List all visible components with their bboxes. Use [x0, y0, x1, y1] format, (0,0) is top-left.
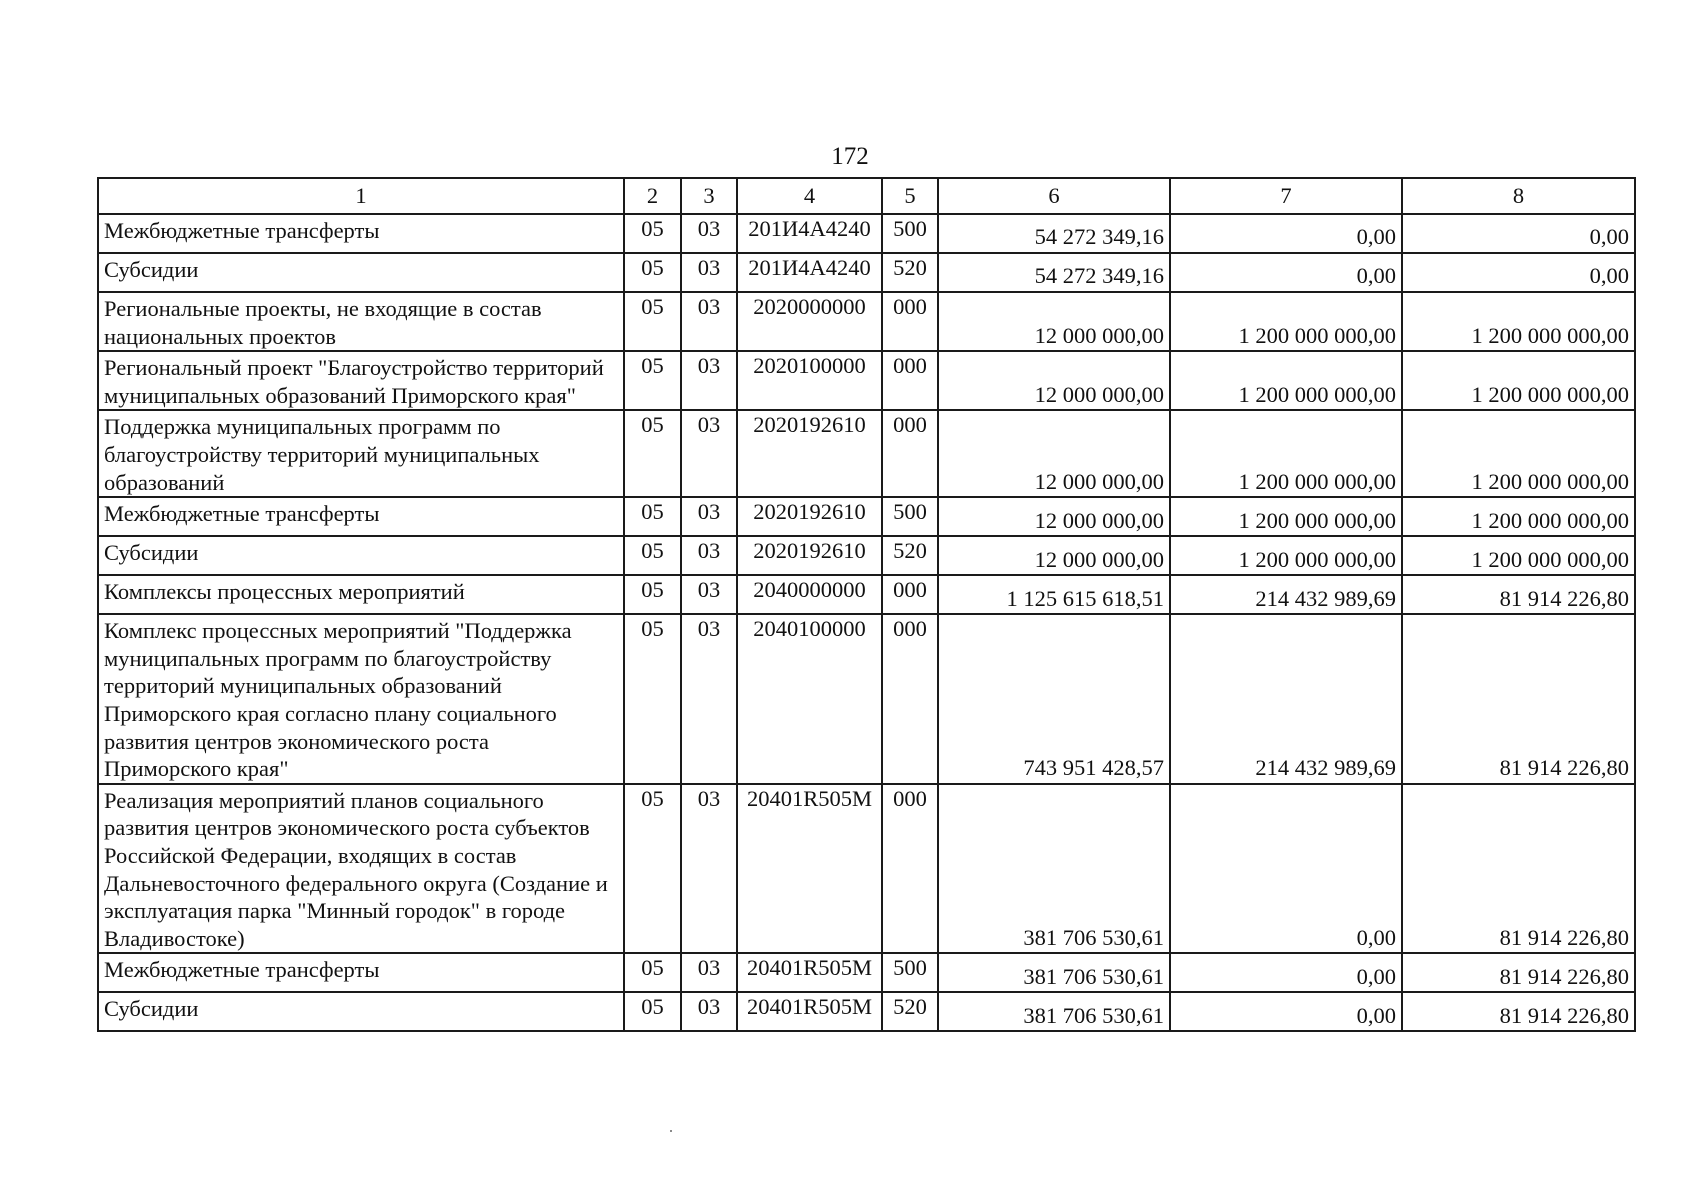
amount-col-8: 1 200 000 000,00 [1402, 351, 1635, 410]
amount-col-7: 1 200 000 000,00 [1170, 351, 1402, 410]
row-name: Межбюджетные трансферты [98, 214, 624, 253]
section-code: 05 [624, 575, 681, 614]
table-row [98, 410, 1635, 497]
target-article-code: 2040100000 [737, 614, 882, 784]
table-row [98, 214, 1635, 253]
row-name: Региональные проекты, не входящие в состав национальных проектов [98, 292, 624, 351]
table-row [98, 292, 1635, 351]
subsection-code: 03 [681, 410, 737, 497]
table-row [98, 253, 1635, 292]
amount-col-8: 1 200 000 000,00 [1402, 536, 1635, 575]
section-code: 05 [624, 536, 681, 575]
subsection-code: 03 [681, 292, 737, 351]
expense-type-code: 500 [882, 497, 938, 536]
expense-type-code: 520 [882, 536, 938, 575]
amount-col-7: 0,00 [1170, 784, 1402, 954]
subsection-code: 03 [681, 253, 737, 292]
amount-col-8: 1 200 000 000,00 [1402, 497, 1635, 536]
amount-col-8: 81 914 226,80 [1402, 614, 1635, 784]
row-name: Реализация мероприятий планов социального развития центров экономического роста субъектов Российской Федерации, входящих в состав Дальневосточного федерального округа (Создание и эксплуатация парка "Минный городок" в городе Владивостоке) [98, 784, 624, 954]
target-article-code: 201И4А4240 [737, 253, 882, 292]
amount-col-6: 54 272 349,16 [938, 214, 1170, 253]
table-row [98, 351, 1635, 410]
page-number: 172 [831, 143, 869, 170]
row-name: Субсидии [98, 253, 624, 292]
expense-type-code: 000 [882, 784, 938, 954]
column-header: 5 [882, 178, 938, 214]
table-row [98, 953, 1635, 992]
amount-col-6: 381 706 530,61 [938, 953, 1170, 992]
amount-col-6: 54 272 349,16 [938, 253, 1170, 292]
section-code: 05 [624, 292, 681, 351]
column-header: 7 [1170, 178, 1402, 214]
expense-type-code: 000 [882, 410, 938, 497]
amount-col-7: 214 432 989,69 [1170, 614, 1402, 784]
amount-col-8: 81 914 226,80 [1402, 575, 1635, 614]
table-row [98, 575, 1635, 614]
subsection-code: 03 [681, 536, 737, 575]
section-code: 05 [624, 953, 681, 992]
amount-col-7: 1 200 000 000,00 [1170, 497, 1402, 536]
amount-col-6: 12 000 000,00 [938, 410, 1170, 497]
amount-col-7: 0,00 [1170, 992, 1402, 1031]
section-code: 05 [624, 351, 681, 410]
expense-type-code: 000 [882, 575, 938, 614]
table-row [98, 536, 1635, 575]
amount-col-6: 381 706 530,61 [938, 784, 1170, 954]
section-code: 05 [624, 992, 681, 1031]
table-header-row [98, 178, 1635, 214]
amount-col-8: 1 200 000 000,00 [1402, 292, 1635, 351]
expense-type-code: 500 [882, 214, 938, 253]
section-code: 05 [624, 784, 681, 954]
target-article-code: 2020100000 [737, 351, 882, 410]
row-name: Комплексы процессных мероприятий [98, 575, 624, 614]
column-header: 4 [737, 178, 882, 214]
column-header: 8 [1402, 178, 1635, 214]
target-article-code: 2020192610 [737, 410, 882, 497]
amount-col-7: 1 200 000 000,00 [1170, 292, 1402, 351]
row-name: Региональный проект "Благоустройство территорий муниципальных образований Приморского края" [98, 351, 624, 410]
row-name: Межбюджетные трансферты [98, 953, 624, 992]
amount-col-7: 0,00 [1170, 253, 1402, 292]
target-article-code: 20401R505M [737, 992, 882, 1031]
subsection-code: 03 [681, 497, 737, 536]
amount-col-7: 1 200 000 000,00 [1170, 410, 1402, 497]
target-article-code: 201И4А4240 [737, 214, 882, 253]
subsection-code: 03 [681, 214, 737, 253]
expense-type-code: 520 [882, 992, 938, 1031]
column-header: 1 [98, 178, 624, 214]
amount-col-6: 1 125 615 618,51 [938, 575, 1170, 614]
amount-col-8: 81 914 226,80 [1402, 784, 1635, 954]
amount-col-7: 1 200 000 000,00 [1170, 536, 1402, 575]
amount-col-8: 0,00 [1402, 214, 1635, 253]
row-name: Поддержка муниципальных программ по благоустройству территорий муниципальных образований [98, 410, 624, 497]
subsection-code: 03 [681, 351, 737, 410]
subsection-code: 03 [681, 614, 737, 784]
target-article-code: 20401R505M [737, 953, 882, 992]
expense-type-code: 000 [882, 351, 938, 410]
target-article-code: 2020192610 [737, 536, 882, 575]
amount-col-6: 743 951 428,57 [938, 614, 1170, 784]
expense-type-code: 500 [882, 953, 938, 992]
section-code: 05 [624, 410, 681, 497]
column-header: 6 [938, 178, 1170, 214]
subsection-code: 03 [681, 784, 737, 954]
row-name: Межбюджетные трансферты [98, 497, 624, 536]
amount-col-8: 81 914 226,80 [1402, 953, 1635, 992]
amount-col-6: 12 000 000,00 [938, 497, 1170, 536]
subsection-code: 03 [681, 992, 737, 1031]
table-row [98, 497, 1635, 536]
table-row [98, 784, 1635, 954]
subsection-code: 03 [681, 575, 737, 614]
section-code: 05 [624, 614, 681, 784]
row-name: Субсидии [98, 992, 624, 1031]
section-code: 05 [624, 253, 681, 292]
target-article-code: 2020192610 [737, 497, 882, 536]
expense-type-code: 000 [882, 292, 938, 351]
section-code: 05 [624, 497, 681, 536]
amount-col-7: 0,00 [1170, 953, 1402, 992]
expense-type-code: 520 [882, 253, 938, 292]
section-code: 05 [624, 214, 681, 253]
table-row [98, 614, 1635, 784]
amount-col-6: 12 000 000,00 [938, 536, 1170, 575]
table-row [98, 992, 1635, 1031]
target-article-code: 2020000000 [737, 292, 882, 351]
expense-type-code: 000 [882, 614, 938, 784]
scan-speck [670, 1130, 672, 1132]
target-article-code: 20401R505M [737, 784, 882, 954]
column-header: 2 [624, 178, 681, 214]
amount-col-8: 1 200 000 000,00 [1402, 410, 1635, 497]
amount-col-6: 381 706 530,61 [938, 992, 1170, 1031]
subsection-code: 03 [681, 953, 737, 992]
amount-col-6: 12 000 000,00 [938, 292, 1170, 351]
amount-col-7: 0,00 [1170, 214, 1402, 253]
amount-col-6: 12 000 000,00 [938, 351, 1170, 410]
column-header: 3 [681, 178, 737, 214]
budget-allocation-table [97, 177, 1636, 1032]
target-article-code: 2040000000 [737, 575, 882, 614]
row-name: Субсидии [98, 536, 624, 575]
amount-col-8: 81 914 226,80 [1402, 992, 1635, 1031]
row-name: Комплекс процессных мероприятий "Поддержка муниципальных программ по благоустройству территорий муниципальных образований Приморского края согласно плану социального развития центров экономического роста Приморского края" [98, 614, 624, 784]
amount-col-8: 0,00 [1402, 253, 1635, 292]
amount-col-7: 214 432 989,69 [1170, 575, 1402, 614]
